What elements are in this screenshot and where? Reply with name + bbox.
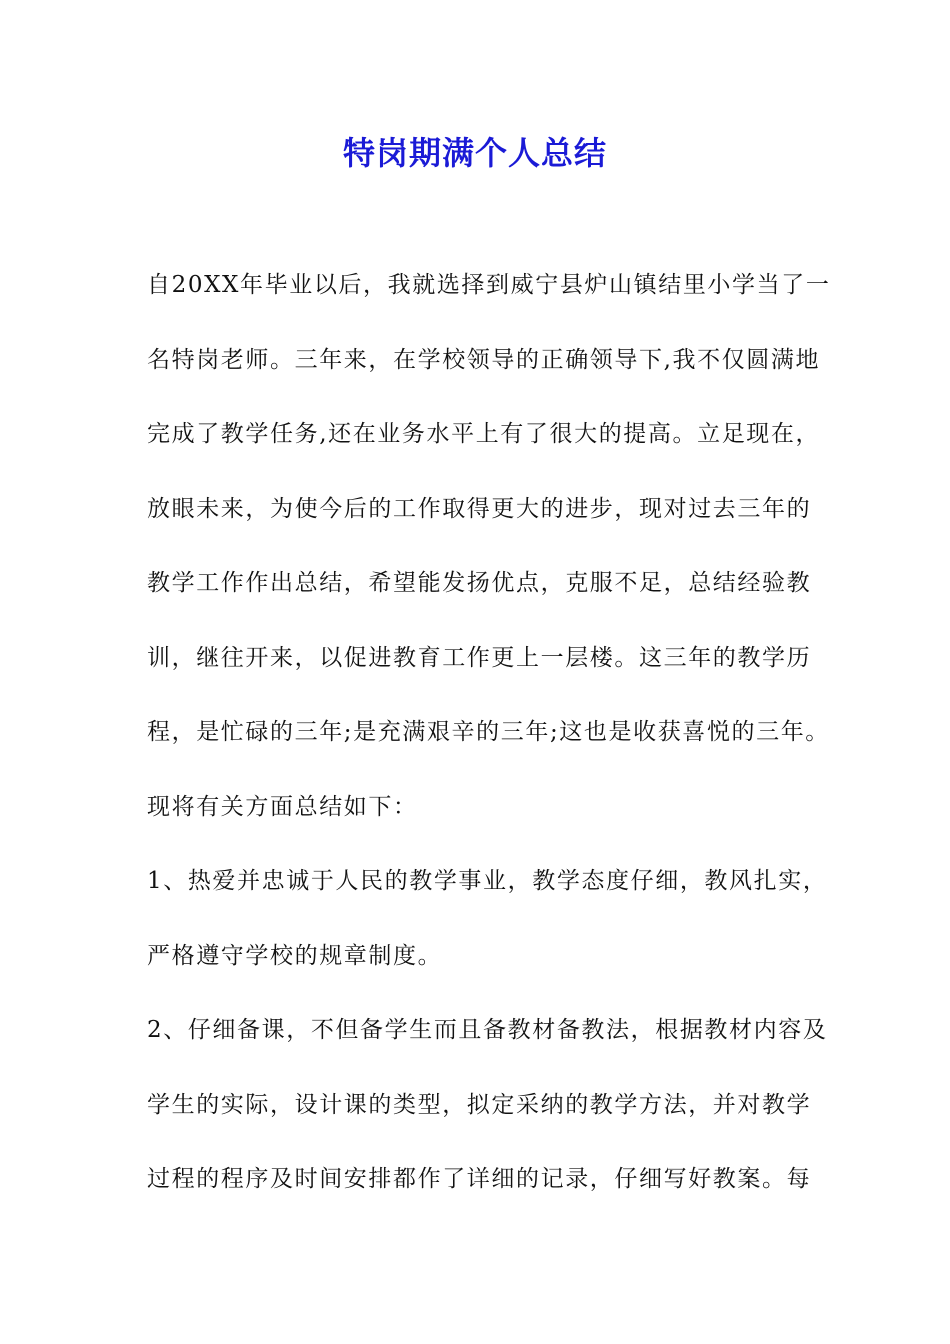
body-line: 训，继往开来，以促进教育工作更上一层楼。这三年的教学历: [147, 644, 812, 671]
body-line: 学生的实际，设计课的类型，拟定采纳的教学方法，并对教学: [147, 1091, 812, 1118]
body-line: 程，是忙碌的三年;是充满艰辛的三年;这也是收获喜悦的三年。: [147, 719, 830, 745]
body-line: 严格遵守学校的规章制度。: [147, 942, 443, 969]
document-body: [147, 262, 837, 1231]
body-line: 过程的程序及时间安排都作了详细的记录，仔细写好教案。每: [147, 1166, 812, 1192]
body-line: 1、热爱并忠诚于人民的教学事业，教学态度仔细，教风扎实，: [147, 868, 828, 894]
document-title: 特岗期满个人总结: [342, 134, 607, 172]
body-line: 2、仔细备课，不但备学生而且备教材备教法，根据教材内容及: [147, 1017, 828, 1043]
body-line: 教学工作作出总结，希望能发扬优点，克服不足，总结经验教: [147, 570, 812, 596]
body-line: 自20XX年毕业以后，我就选择到威宁县炉山镇结里小学当了一: [147, 272, 831, 298]
body-line: 完成了教学任务,还在业务水平上有了很大的提高。立足现在，: [147, 421, 821, 447]
body-line: 现将有关方面总结如下：: [147, 793, 418, 820]
body-line: 名特岗老师。三年来，在学校领导的正确领导下,我不仅圆满地: [147, 346, 821, 373]
body-line: 放眼未来，为使今后的工作取得更大的进步，现对过去三年的: [147, 495, 812, 522]
